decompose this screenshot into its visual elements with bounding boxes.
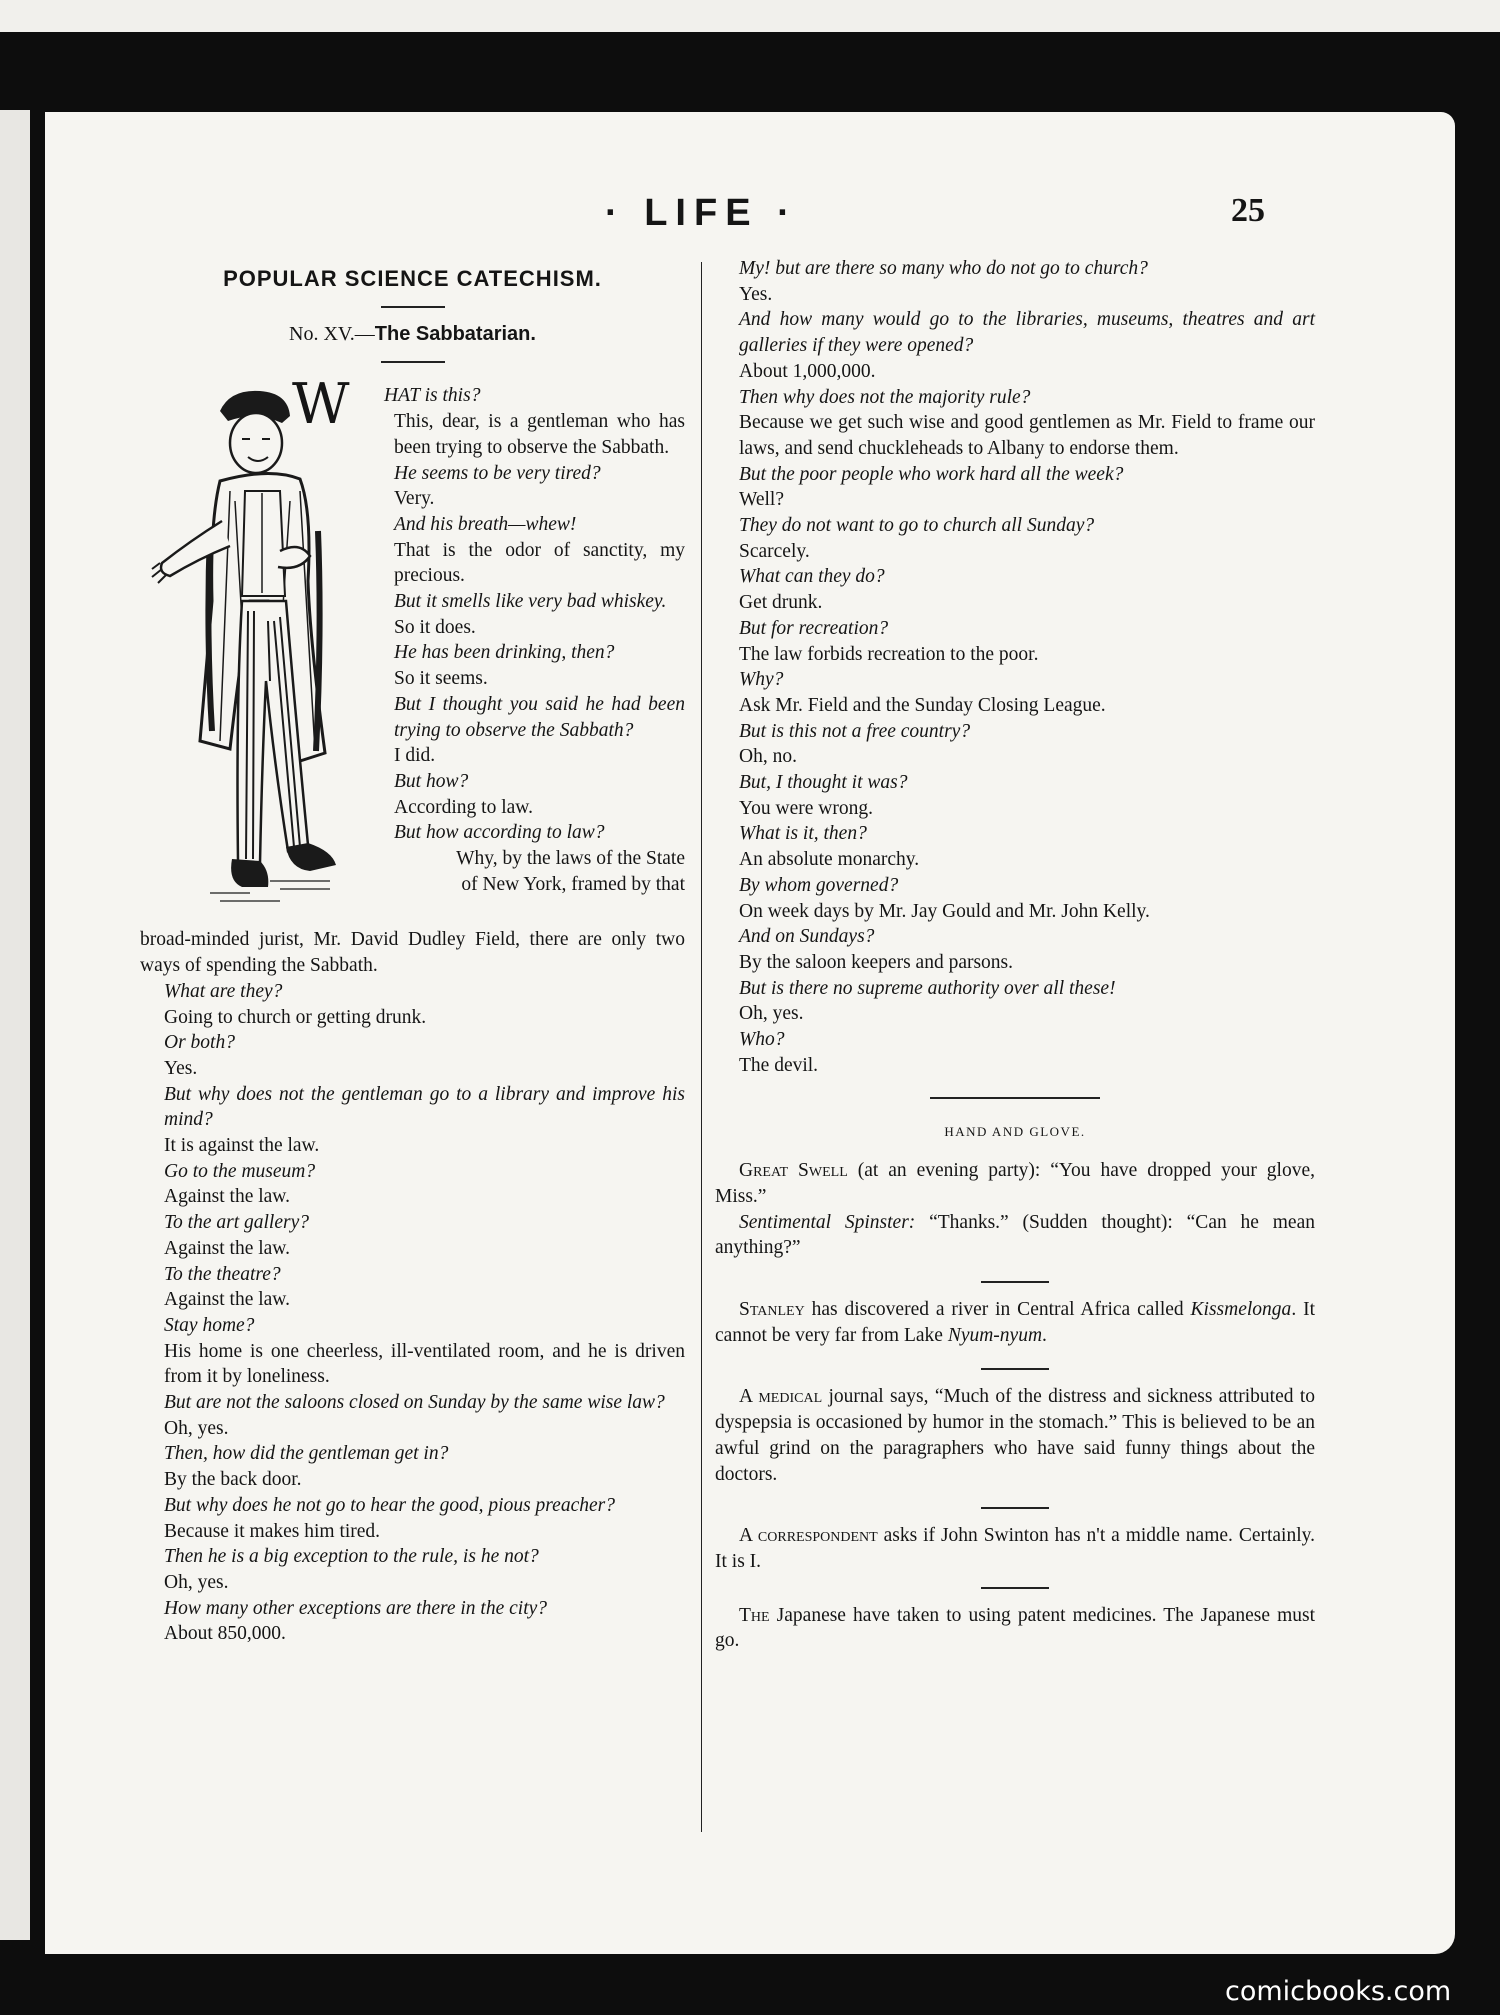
correspondent-text: asks if John Swinton has n't a middle name. Certainly. It is I. [715,1525,1315,1572]
spinster-line: “Thanks.” (Sudden thought): “Can he mean anything?” [715,1211,1315,1259]
catechism-question: And on Sundays? [739,926,875,948]
drop-cap: W [292,372,350,438]
catechism-question: But why does he not go to hear the good, pious preacher? [164,1494,615,1516]
stanley-paragraph [715,1297,1315,1348]
spinster-speaker: Sentimental Spinster: [739,1211,916,1233]
right-column [715,256,1315,1654]
catechism-question: And his breath—whew! [394,513,577,535]
medical-text: journal says, “Much of the distress and sickness attributed to dyspepsia is occasioned by humor in the stomach.” This is believed to be an awful grind on the paragraphers who have said funny things about the doctors. [715,1386,1315,1485]
catechism-question: Stay home? [164,1314,255,1336]
catechism-answer: Oh, yes. [164,1571,229,1593]
catechism-question: But how according to law? [394,822,605,844]
stanley-text-2: . It cannot be very far from Lake [715,1299,1315,1346]
catechism-question: But it smells like very bad whiskey. [394,591,667,613]
sabbatarian-illustration [150,381,360,921]
previous-page-edge [0,110,30,1940]
stanley-text-1: has discovered a river in Central Africa called [804,1299,1191,1321]
magazine-page [45,112,1455,1954]
subtitle-rule [381,361,445,363]
catechism-answer: That is the odor of sanctity, my precious. [394,539,685,587]
catechism-question: And how many would go to the libraries, museums, theatres and art galleries if they were opened? [739,309,1315,357]
catechism-question: But are not the saloons closed on Sunday by the same wise law? [164,1392,665,1414]
hand-and-glove-heading: HAND AND GLOVE. [944,1123,1086,1139]
catechism-answer: Scarcely. [739,540,810,562]
issue-number: No. XV.— [289,322,375,345]
catechism-answer: Well? [739,489,784,511]
catechism-answer: Because it makes him tired. [164,1520,381,1542]
why-continued: broad-minded jurist, Mr. David Dudley Field, there are only two ways of spending the Sabbath. [140,929,685,977]
catechism-answer: Going to church or getting drunk. [164,1006,427,1028]
opening-answer: This, dear, is a gentleman who has been trying to observe the Sabbath. [394,411,685,458]
catechism-answer: On week days by Mr. Jay Gould and Mr. John Kelly. [739,900,1150,922]
catechism-question: But why does not the gentleman go to a library and improve his mind? [164,1083,685,1131]
catechism-question: But I thought you said he had been trying to observe the Sabbath? [394,693,685,741]
right-catechism-list [715,256,1315,1079]
catechism-question: He seems to be very tired? [394,462,601,484]
catechism-answer: Oh, no. [739,746,797,768]
section-rule [981,1281,1049,1283]
catechism-answer: His home is one cheerless, ill-ventilated room, and he is driven from it by loneliness. [164,1340,685,1388]
correspondent-paragraph [715,1523,1315,1574]
catechism-answer: By the saloon keepers and parsons. [739,951,1014,973]
catechism-question: Then he is a big exception to the rule, is he not? [164,1546,539,1568]
opening-text [370,383,685,897]
hand-and-glove-swell [715,1158,1315,1209]
catechism-question: What can they do? [739,566,885,588]
catechism-question: Who? [739,1029,785,1051]
catechism-question: My! but are there so many who do not go to church? [739,258,1148,279]
catechism-answer: Against the law. [164,1237,290,1259]
section-rule [930,1097,1100,1099]
catechism-answer: By the back door. [164,1469,302,1491]
catechism-answer: An absolute monarchy. [739,849,920,871]
catechism-question: He has been drinking, then? [394,642,615,664]
medical-lead: A medical [739,1386,823,1408]
catechism-answer: The law forbids recreation to the poor. [739,643,1039,665]
catechism-question: Go to the museum? [164,1160,316,1182]
catechism-question: Why? [739,669,784,691]
left-column [140,256,685,1647]
catechism-question: But how? [394,770,469,792]
catechism-question: By whom governed? [739,874,899,896]
catechism-answer: Very. [394,488,435,510]
catechism-question: But is there no supreme authority over all these! [739,977,1116,999]
swell-speaker: Great Swell [739,1160,848,1182]
stanley-place: Kissmelonga [1190,1299,1292,1321]
catechism-answer: Ask Mr. Field and the Sunday Closing League. [739,694,1106,716]
stanley-lake: Nyum-nyum [947,1324,1043,1346]
catechism-answer: The devil. [739,1054,819,1076]
catechism-question: But, I thought it was? [739,772,908,794]
page-number: 25 [1231,192,1265,229]
hand-and-glove-spinster [715,1210,1315,1261]
catechism-answer: It is against the law. [164,1135,320,1157]
catechism-question: They do not want to go to church all Sunday? [739,515,1095,537]
correspondent-lead: A correspondent [739,1525,878,1547]
catechism-question: But is this not a free country? [739,720,971,742]
catechism-answer: Against the law. [164,1289,290,1311]
japanese-text: Japanese have taken to using patent medicines. The Japanese must go. [715,1604,1315,1652]
medical-paragraph [715,1384,1315,1487]
illustrated-opening [140,372,685,927]
japanese-lead: The [739,1604,770,1626]
catechism-question: To the art gallery? [164,1212,309,1234]
section-rule [981,1507,1049,1509]
swell-line: (at an evening party): “You have dropped your glove, Miss.” [715,1160,1315,1207]
catechism-question: Or both? [164,1032,235,1054]
section-rule [981,1368,1049,1370]
japanese-paragraph [715,1603,1315,1654]
catechism-answer: About 1,000,000. [739,360,876,382]
catechism-question: What are they? [164,980,283,1002]
section-rule [981,1587,1049,1589]
opening-question: HAT is this? [384,385,481,407]
catechism-question: Then why does not the majority rule? [739,386,1031,408]
catechism-answer: Yes. [739,283,773,305]
stanley-text-3: . [1042,1324,1047,1346]
article-title: POPULAR SCIENCE CATECHISM. [223,266,602,291]
stanley-lead: Stanley [739,1299,805,1321]
site-watermark: comicbooks.com [1225,1976,1452,2007]
catechism-question: To the theatre? [164,1263,281,1285]
left-catechism-list [140,979,685,1647]
catechism-question: How many other exceptions are there in the city? [164,1597,548,1619]
why-line-2: of New York, framed by that [461,873,685,895]
catechism-answer: So it does. [394,616,476,638]
article-subtitle [140,322,685,348]
catechism-question: Then, how did the gentleman get in? [164,1443,449,1465]
catechism-answer: Get drunk. [739,592,823,614]
catechism-question: But for recreation? [739,617,889,639]
catechism-answer: Yes. [164,1057,198,1079]
catechism-answer: According to law. [394,796,533,818]
catechism-answer: So it seems. [394,668,488,690]
catechism-answer: I did. [394,745,436,767]
masthead: · LIFE · [605,192,798,234]
catechism-answer: About 850,000. [164,1623,286,1645]
adjacent-page-strip [0,0,1500,32]
catechism-question: What is it, then? [739,823,867,845]
why-line-1: Why, by the laws of the State [456,848,685,870]
column-divider [701,262,702,1832]
title-rule [381,306,445,308]
catechism-answer: Because we get such wise and good gentlemen as Mr. Field to frame our laws, and send chuckleheads to Albany to endorse them. [739,412,1315,459]
catechism-answer: Against the law. [164,1186,290,1208]
catechism-answer: Oh, yes. [164,1417,229,1439]
catechism-answer: You were wrong. [739,797,873,819]
catechism-question: But the poor people who work hard all the week? [739,463,1124,485]
catechism-answer: Oh, yes. [739,1003,804,1025]
subtitle-text: The Sabbatarian. [374,322,536,345]
